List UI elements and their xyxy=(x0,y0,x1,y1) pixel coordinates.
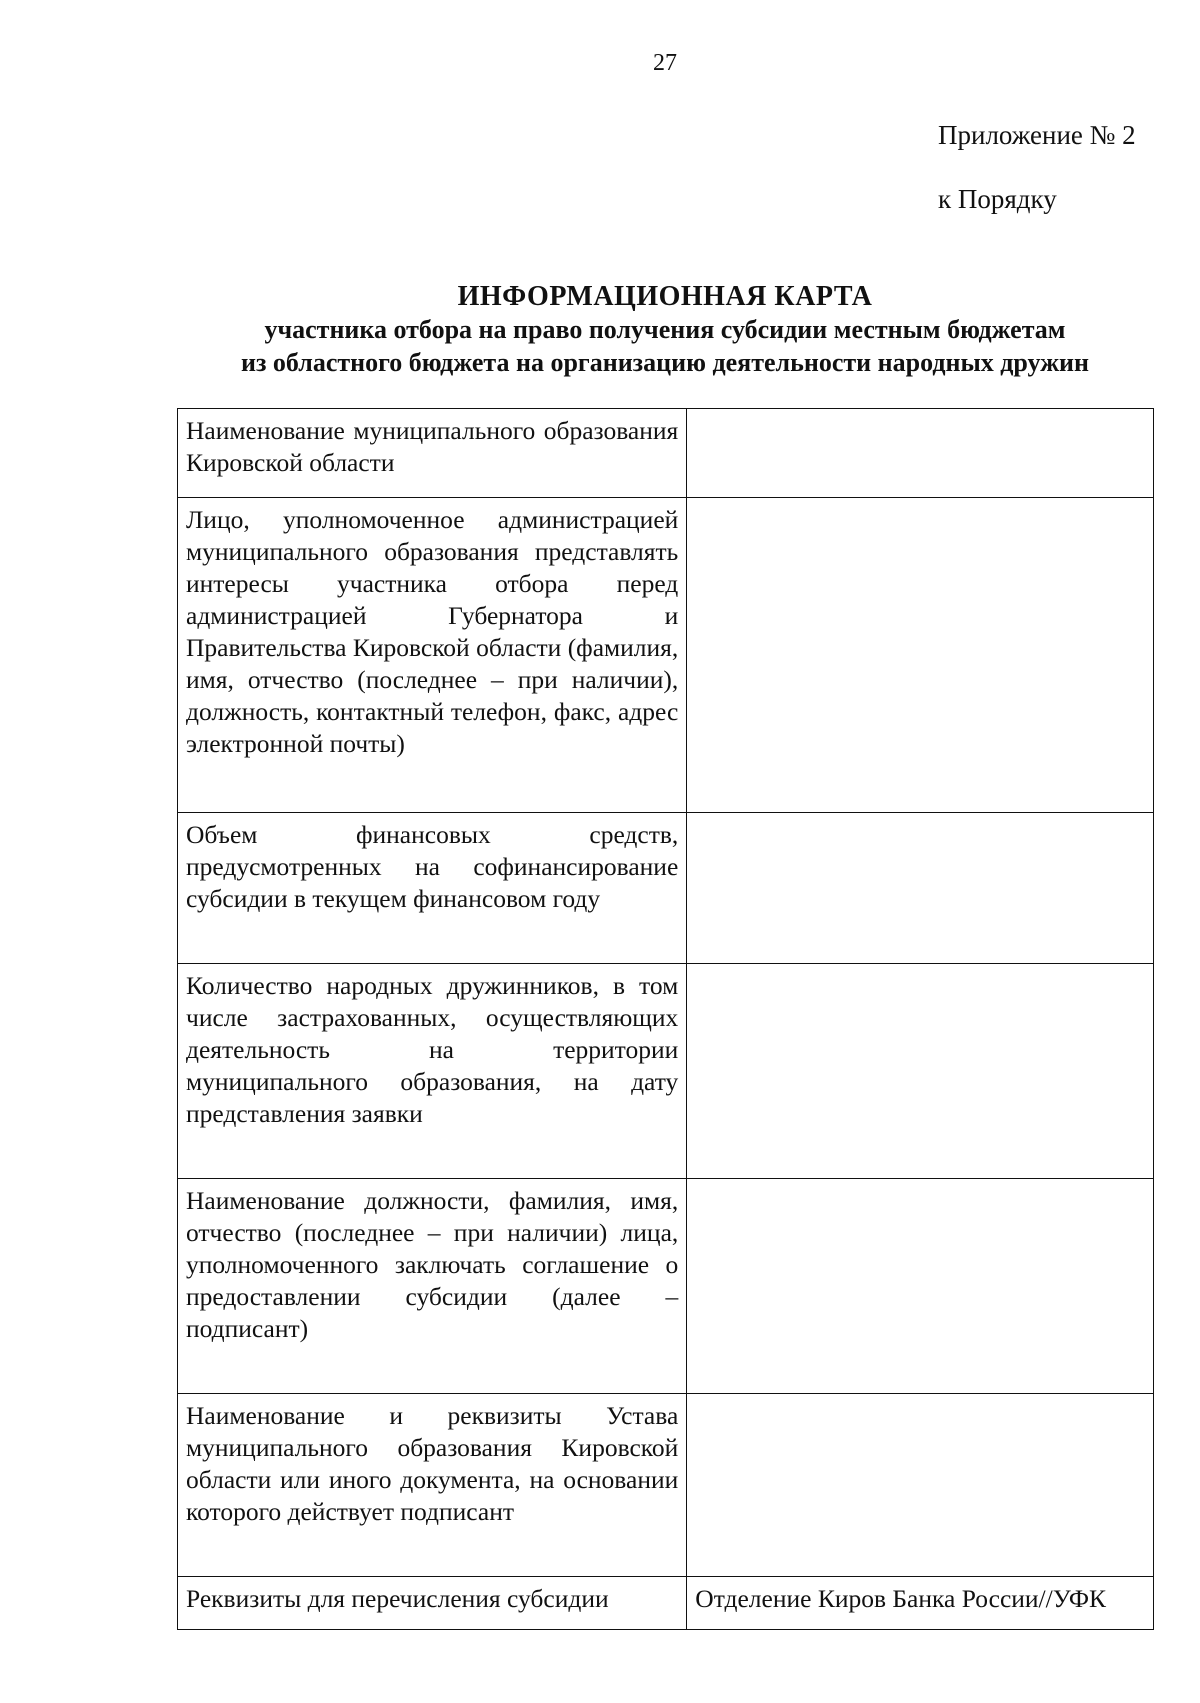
appendix-reference: к Порядку xyxy=(938,184,1057,214)
row-label-payment-details: Реквизиты для перечисления субсидии xyxy=(178,1577,687,1630)
page-number: 27 xyxy=(653,50,677,76)
row-value-charter-details[interactable] xyxy=(687,1394,1154,1577)
row-label-financing-volume: Объем финансовых средств, предусмотренных на софинансирование субсидии в текущем финансовом году xyxy=(178,813,687,964)
table-row xyxy=(178,1179,1154,1394)
row-label-charter-details: Наименование и реквизиты Устава муниципального образования Кировской области или иного документа, на основании которого действует подписант xyxy=(178,1394,687,1577)
row-value-signatory[interactable] xyxy=(687,1179,1154,1394)
row-label-authorized-person: Лицо, уполномоченное администрацией муниципального образования представлять интересы участника отбора перед администрацией Губернатора и Правительства Кировской области (фамилия, имя, отчество (последнее – при наличии), должность, контактный телефон, факс, адрес электронной почты) xyxy=(178,498,687,813)
row-value-authorized-person[interactable] xyxy=(687,498,1154,813)
row-label-volunteer-count: Количество народных дружинников, в том числе застрахованных, осуществляющих деятельность на территории муниципального образования, на дату представления заявки xyxy=(178,964,687,1179)
row-label-signatory: Наименование должности, фамилия, имя, отчество (последнее – при наличии) лица, уполномоченного заключать соглашение о предоставлении субсидии (далее – подписант) xyxy=(178,1179,687,1394)
row-value-municipality-name[interactable] xyxy=(687,409,1154,498)
table-row xyxy=(178,409,1154,498)
table-row xyxy=(178,1577,1154,1630)
row-value-volunteer-count[interactable] xyxy=(687,964,1154,1179)
document-subtitle-line-2: из областного бюджета на организацию деятельности народных дружин xyxy=(240,348,1090,377)
document-subtitle-line-1: участника отбора на право получения субсидии местным бюджетам xyxy=(264,315,1066,344)
table-row xyxy=(178,498,1154,813)
table-row xyxy=(178,1394,1154,1577)
document-title: ИНФОРМАЦИОННАЯ КАРТА xyxy=(457,281,873,312)
row-label-municipality-name: Наименование муниципального образования Кировской области xyxy=(178,409,687,498)
appendix-label: Приложение № 2 xyxy=(938,120,1136,150)
row-value-payment-details[interactable]: Отделение Киров Банка России//УФК xyxy=(687,1577,1154,1630)
info-card-table xyxy=(177,408,1154,1630)
row-value-financing-volume[interactable] xyxy=(687,813,1154,964)
table-row xyxy=(178,964,1154,1179)
table-row xyxy=(178,813,1154,964)
